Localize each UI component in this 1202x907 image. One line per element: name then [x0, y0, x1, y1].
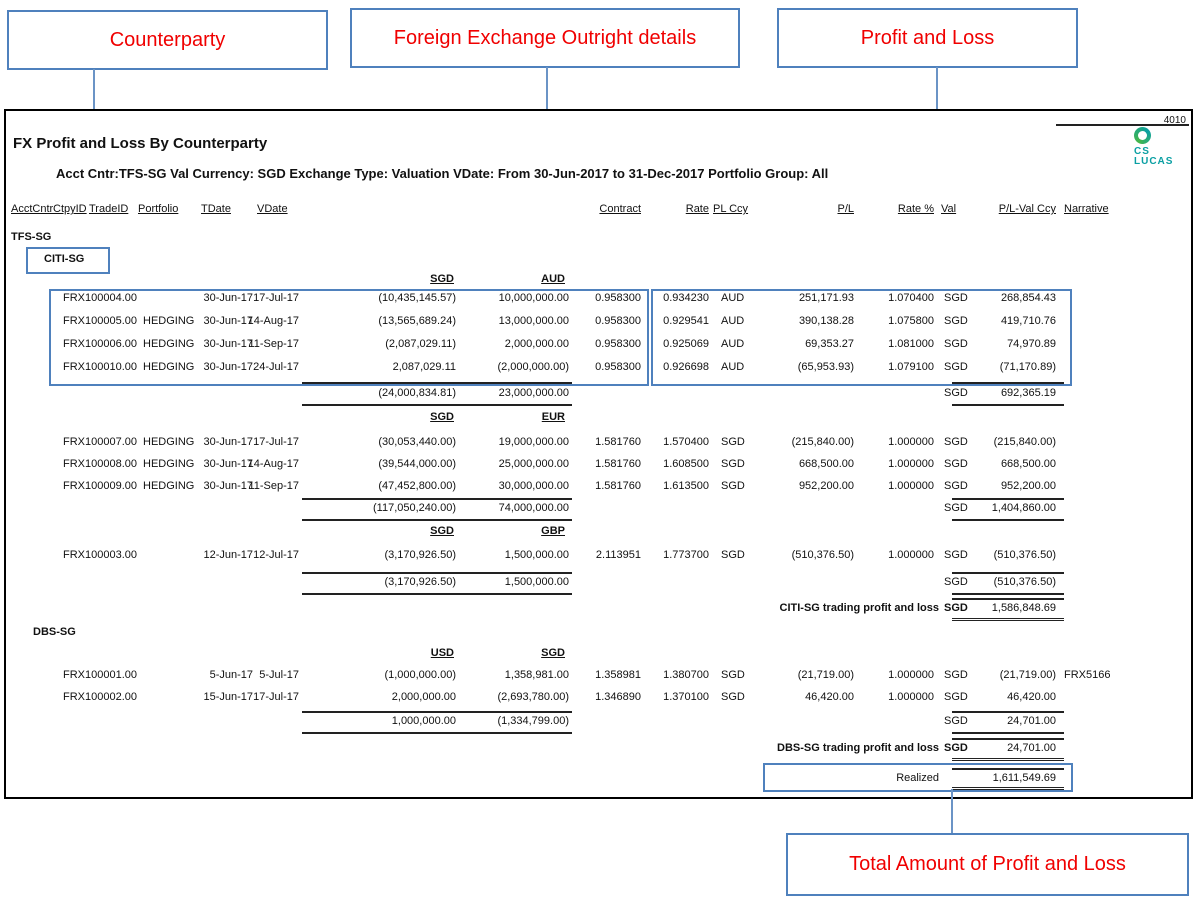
report-sheet [4, 109, 1193, 799]
cell-portfolio: HEDGING [143, 458, 195, 470]
cell-pl-ccy: SGD [721, 549, 745, 561]
cell-contract: 1.346890 [595, 691, 641, 703]
cell-pl-ccy: AUD [721, 292, 745, 304]
cell-rate-pct: 1.079100 [888, 361, 934, 373]
cell-pl: (510,376.50) [791, 549, 854, 561]
callout-total-pl-label: Total Amount of Profit and Loss [849, 853, 1126, 875]
subtotal-amount-2: 23,000,000.00 [498, 387, 569, 399]
cell-tdate: 30-Jun-17 [203, 338, 253, 350]
currency-header-1: USD [430, 647, 454, 659]
cell-amount-2: 25,000,000.00 [498, 458, 569, 470]
trade-row [6, 691, 1191, 711]
currency-header-2: EUR [541, 411, 565, 423]
subtotal-rule [302, 519, 572, 521]
col-header-vdate: VDate [257, 203, 288, 215]
trade-row [6, 549, 1191, 569]
cell-rate: 1.608500 [663, 458, 709, 470]
col-header-acctcntr: AcctCntr [11, 203, 54, 215]
total-double-rule [952, 758, 1064, 761]
cell-tdate: 12-Jun-17 [203, 549, 253, 561]
col-header-tradeid: TradeID [89, 203, 129, 215]
subtotal-val-ccy: SGD [944, 387, 968, 399]
citi-total-amount: 1,586,848.69 [991, 602, 1056, 614]
cell-amount-2: 1,500,000.00 [504, 549, 569, 561]
subtotal-rule [302, 498, 572, 500]
col-header-plccy: PL Ccy [713, 203, 749, 215]
subtotal-rule [302, 711, 572, 713]
callout-fx-details-label: Foreign Exchange Outright details [393, 26, 697, 49]
cell-contract: 0.958300 [595, 338, 641, 350]
cell-amount-1: (30,053,440.00) [378, 436, 456, 448]
subtotal-amount-1: (3,170,926.50) [384, 576, 456, 588]
cell-tdate: 30-Jun-17 [203, 436, 253, 448]
cell-contract: 1.358981 [595, 669, 641, 681]
cell-trade-id: FRX100010.00 [63, 361, 137, 373]
total-rule [952, 598, 1064, 600]
cell-tdate: 5-Jun-17 [209, 669, 253, 681]
cell-val-ccy: SGD [944, 549, 968, 561]
cell-amount-2: (2,693,780.00) [497, 691, 569, 703]
cell-vdate: 17-Jul-17 [253, 436, 299, 448]
cell-pl-ccy: SGD [721, 691, 745, 703]
cell-amount-2: 19,000,000.00 [498, 436, 569, 448]
report-subtitle: Acct Cntr:TFS-SG Val Currency: SGD Exchange Type: Valuation VDate: From 30-Jun-2017 to 31-Dec-2017 Portfolio Group: All [56, 166, 829, 181]
realized-double-rule [952, 787, 1064, 790]
cell-vdate: 12-Jul-17 [253, 549, 299, 561]
cell-pl-val: 668,500.00 [1000, 458, 1056, 470]
cell-rate: 0.934230 [663, 292, 709, 304]
cell-amount-1: 2,000,000.00 [391, 691, 456, 703]
cell-rate-pct: 1.070400 [888, 292, 934, 304]
cell-amount-1: (2,087,029.11) [385, 338, 456, 350]
cell-trade-id: FRX100006.00 [63, 338, 137, 350]
dbs-total-amount: 24,701.00 [1007, 742, 1056, 754]
cell-contract: 0.958300 [595, 315, 641, 327]
col-header-tdate: TDate [201, 203, 231, 215]
cell-portfolio: HEDGING [143, 436, 195, 448]
cell-portfolio: HEDGING [143, 315, 195, 327]
cell-val-ccy: SGD [944, 480, 968, 492]
cell-pl-val: (510,376.50) [993, 549, 1056, 561]
cell-contract: 0.958300 [595, 361, 641, 373]
subtotal-val-ccy: SGD [944, 502, 968, 514]
citi-total-val-ccy: SGD [944, 602, 968, 614]
cell-trade-id: FRX100004.00 [63, 292, 137, 304]
cell-rate-pct: 1.000000 [888, 436, 934, 448]
total-double-rule [952, 618, 1064, 621]
cell-pl-val: (21,719.00) [999, 669, 1056, 681]
cell-pl: 952,200.00 [798, 480, 854, 492]
cell-pl: 46,420.00 [805, 691, 854, 703]
report-page-number: 4010 [1163, 115, 1186, 126]
subtotal-rule [952, 498, 1064, 500]
cell-vdate: 14-Aug-17 [247, 458, 299, 470]
cell-portfolio: HEDGING [143, 361, 195, 373]
cell-portfolio: HEDGING [143, 338, 195, 350]
callout-fx-details [350, 8, 740, 68]
col-header-ratepct: Rate % [897, 203, 934, 215]
cell-pl: 251,171.93 [798, 292, 854, 304]
cell-pl-ccy: SGD [721, 480, 745, 492]
cell-pl: (215,840.00) [791, 436, 854, 448]
cell-pl-ccy: AUD [721, 361, 745, 373]
cell-pl: 390,138.28 [798, 315, 854, 327]
cell-rate-pct: 1.081000 [888, 338, 934, 350]
currency-header-1: SGD [430, 411, 454, 423]
cell-contract: 2.113951 [595, 549, 641, 561]
realized-amount: 1,611,549.69 [992, 772, 1056, 784]
cell-pl-val: 268,854.43 [1000, 292, 1056, 304]
subtotal-rule [952, 519, 1064, 521]
cell-amount-1: (39,544,000.00) [378, 458, 456, 470]
cell-pl-val: 952,200.00 [1000, 480, 1056, 492]
currency-header-2: SGD [541, 647, 565, 659]
subtotal-rule [302, 732, 572, 734]
cell-val-ccy: SGD [944, 669, 968, 681]
cell-rate-pct: 1.000000 [888, 480, 934, 492]
cell-amount-1: (10,435,145.57) [378, 292, 456, 304]
cell-amount-1: (47,452,800.00) [378, 480, 456, 492]
cell-pl-val: 46,420.00 [1007, 691, 1056, 703]
cell-pl-val: 419,710.76 [1000, 315, 1056, 327]
cell-pl: 69,353.27 [805, 338, 854, 350]
callout-counterparty [7, 10, 328, 70]
cell-tdate: 30-Jun-17 [203, 315, 253, 327]
subtotal-rule [302, 593, 572, 595]
fx-details-highlight-box [49, 289, 649, 386]
callout-profit-loss-label: Profit and Loss [860, 26, 995, 49]
logo-text-cs: CS [1134, 146, 1150, 157]
col-header-rate: Rate [685, 203, 709, 215]
currency-header-2: GBP [541, 525, 565, 537]
subtotal-pl-val: 24,701.00 [1007, 715, 1056, 727]
subtotal-pl-val: 692,365.19 [1000, 387, 1056, 399]
cell-tdate: 15-Jun-17 [203, 691, 253, 703]
subtotal-amount-1: 1,000,000.00 [391, 715, 456, 727]
col-header-plvalccy: P/L-Val Ccy [998, 203, 1056, 215]
cell-amount-1: (3,170,926.50) [384, 549, 456, 561]
cell-tdate: 30-Jun-17 [203, 361, 253, 373]
subtotal-rule [952, 593, 1064, 595]
dbs-total-val-ccy: SGD [944, 742, 968, 754]
dbs-total-label: DBS-SG trading profit and loss [777, 742, 939, 754]
trade-row [6, 436, 1191, 456]
cell-val-ccy: SGD [944, 691, 968, 703]
subtotal-rule [302, 404, 572, 406]
cell-val-ccy: SGD [944, 361, 968, 373]
callout-counterparty-label: Counterparty [109, 28, 226, 51]
subtotal-amount-2: 74,000,000.00 [498, 502, 569, 514]
cell-contract: 1.581760 [595, 436, 641, 448]
cell-pl-ccy: AUD [721, 315, 745, 327]
callout-profit-loss [777, 8, 1078, 68]
cell-rate: 0.926698 [663, 361, 709, 373]
subtotal-val-ccy: SGD [944, 715, 968, 727]
subtotal-amount-1: (117,050,240.00) [373, 502, 456, 514]
trade-row [6, 669, 1191, 689]
connector-line-total-pl [951, 789, 953, 833]
cell-vdate: 17-Jul-17 [253, 691, 299, 703]
corner-rule [1056, 124, 1189, 126]
cell-rate-pct: 1.000000 [888, 669, 934, 681]
subtotal-rule [952, 572, 1064, 574]
cell-rate: 1.613500 [663, 480, 709, 492]
cell-rate: 1.370100 [663, 691, 709, 703]
currency-header-1: SGD [430, 525, 454, 537]
cell-tdate: 30-Jun-17 [203, 292, 253, 304]
cell-rate-pct: 1.000000 [888, 458, 934, 470]
cell-rate-pct: 1.075800 [888, 315, 934, 327]
cell-trade-id: FRX100002.00 [63, 691, 137, 703]
realized-label: Realized [896, 772, 939, 784]
subtotal-rule [302, 572, 572, 574]
cell-vdate: 11-Sep-17 [248, 480, 299, 492]
report-title: FX Profit and Loss By Counterparty [13, 135, 268, 152]
subtotal-pl-val: (510,376.50) [993, 576, 1056, 588]
cell-pl: (21,719.00) [797, 669, 854, 681]
cell-vdate: 5-Jul-17 [259, 669, 299, 681]
logo-text-lucas: LUCAS [1134, 156, 1174, 167]
realized-rule [952, 768, 1064, 770]
cell-rate: 1.570400 [663, 436, 709, 448]
cell-amount-2: 30,000,000.00 [498, 480, 569, 492]
cell-portfolio: HEDGING [143, 480, 195, 492]
acct-cntr-label: TFS-SG [11, 231, 52, 243]
cell-amount-2: 2,000,000.00 [504, 338, 569, 350]
cell-pl-ccy: AUD [721, 338, 745, 350]
cell-amount-2: 10,000,000.00 [498, 292, 569, 304]
col-header-ctpyid: CtpyID [53, 203, 87, 215]
cell-pl-val: 74,970.89 [1007, 338, 1056, 350]
subtotal-amount-2: (1,334,799.00) [497, 715, 569, 727]
cell-amount-2: 1,358,981.00 [504, 669, 569, 681]
cs-lucas-logo-icon [1134, 127, 1151, 144]
cell-vdate: 17-Jul-17 [253, 292, 299, 304]
col-header-pl: P/L [837, 203, 854, 215]
subtotal-amount-2: 1,500,000.00 [504, 576, 569, 588]
cell-trade-id: FRX100001.00 [63, 669, 137, 681]
currency-header-2: AUD [541, 273, 565, 285]
total-rule [952, 738, 1064, 740]
cell-contract: 1.581760 [595, 480, 641, 492]
cell-narrative: FRX5166 [1064, 669, 1111, 681]
cell-vdate: 14-Aug-17 [247, 315, 299, 327]
cell-trade-id: FRX100008.00 [63, 458, 137, 470]
cell-pl: (65,953.93) [797, 361, 854, 373]
subtotal-val-ccy: SGD [944, 576, 968, 588]
cell-tdate: 30-Jun-17 [203, 458, 253, 470]
cell-trade-id: FRX100007.00 [63, 436, 137, 448]
cell-pl: 668,500.00 [798, 458, 854, 470]
subtotal-pl-val: 1,404,860.00 [991, 502, 1056, 514]
cell-val-ccy: SGD [944, 315, 968, 327]
col-header-val: Val [941, 203, 957, 215]
cell-rate-pct: 1.000000 [888, 549, 934, 561]
subtotal-amount-1: (24,000,834.81) [378, 387, 456, 399]
subtotal-rule [952, 732, 1064, 734]
cell-rate: 1.380700 [663, 669, 709, 681]
citi-total-label: CITI-SG trading profit and loss [779, 602, 939, 614]
subtotal-rule [952, 711, 1064, 713]
profit-loss-highlight-box [651, 289, 1072, 386]
cell-trade-id: FRX100009.00 [63, 480, 137, 492]
cell-pl-val: (215,840.00) [993, 436, 1056, 448]
cell-rate: 0.929541 [663, 315, 709, 327]
col-header-contract: Contract [599, 203, 641, 215]
cell-val-ccy: SGD [944, 458, 968, 470]
trade-row [6, 480, 1191, 500]
cell-amount-2: (2,000,000.00) [497, 361, 569, 373]
cell-pl-val: (71,170.89) [999, 361, 1056, 373]
col-header-portfolio: Portfolio [138, 203, 179, 215]
col-header-narrative: Narrative [1064, 203, 1109, 215]
cell-amount-1: 2,087,029.11 [392, 361, 456, 373]
cell-trade-id: FRX100003.00 [63, 549, 137, 561]
cell-amount-2: 13,000,000.00 [498, 315, 569, 327]
cell-val-ccy: SGD [944, 292, 968, 304]
cell-rate-pct: 1.000000 [888, 691, 934, 703]
cell-amount-1: (1,000,000.00) [384, 669, 456, 681]
cell-amount-1: (13,565,689.24) [378, 315, 456, 327]
cell-val-ccy: SGD [944, 338, 968, 350]
cell-contract: 1.581760 [595, 458, 641, 470]
cell-contract: 0.958300 [595, 292, 641, 304]
cell-tdate: 30-Jun-17 [203, 480, 253, 492]
counterparty-citi-label: CITI-SG [44, 253, 85, 265]
trade-row [6, 458, 1191, 478]
cell-rate: 0.925069 [663, 338, 709, 350]
subtotal-rule [952, 404, 1064, 406]
currency-header-1: SGD [430, 273, 454, 285]
cell-pl-ccy: SGD [721, 436, 745, 448]
counterparty-dbs-label: DBS-SG [33, 626, 76, 638]
cell-pl-ccy: SGD [721, 458, 745, 470]
cell-trade-id: FRX100005.00 [63, 315, 137, 327]
callout-total-pl [786, 833, 1189, 896]
cell-vdate: 24-Jul-17 [253, 361, 299, 373]
cell-val-ccy: SGD [944, 436, 968, 448]
cell-rate: 1.773700 [663, 549, 709, 561]
cell-vdate: 11-Sep-17 [248, 338, 299, 350]
cell-pl-ccy: SGD [721, 669, 745, 681]
